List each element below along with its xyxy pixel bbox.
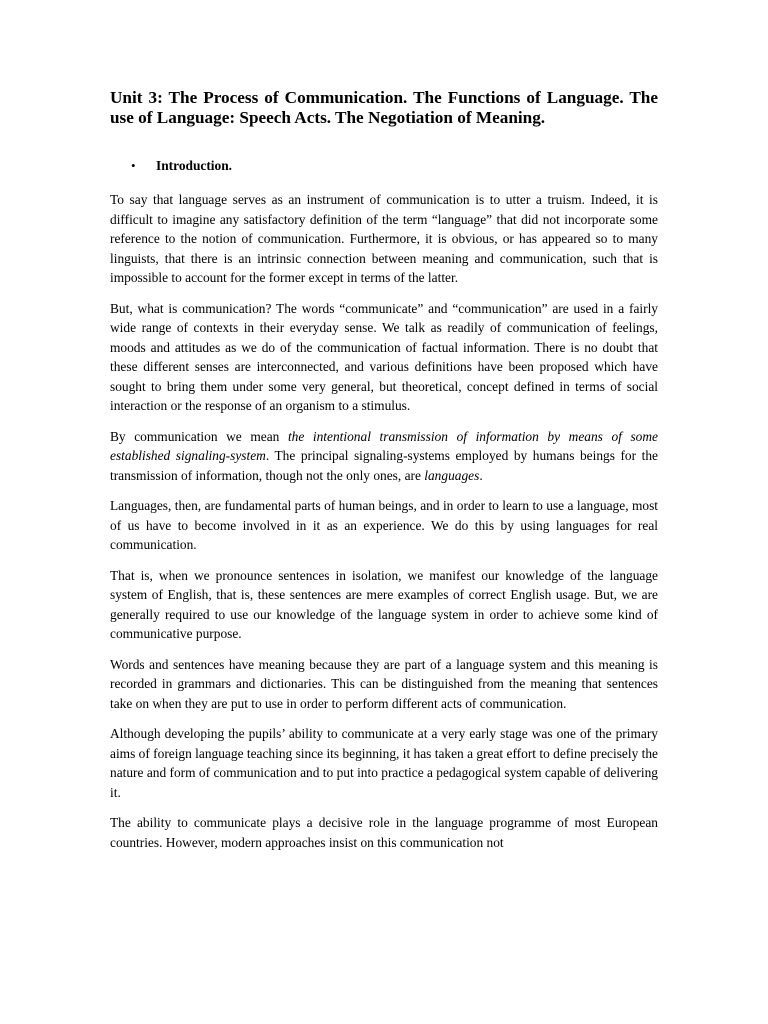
- paragraph-7: Although developing the pupils’ ability to communicate at a very early stage was one of the primary aims of foreign language teaching since its beginning, it has taken a great effort to define precisely the nature and form of communication and to put into practice a pedagogical system capable of delivering it.: [110, 726, 658, 800]
- bullet-icon: •: [131, 158, 136, 173]
- paragraph-3-text-a: By communication we mean: [110, 428, 288, 444]
- paragraph-8: The ability to communicate plays a decisive role in the language programme of most European countries. However, modern approaches insist on this communication not: [110, 815, 658, 850]
- paragraph-3: [110, 427, 658, 486]
- paragraph-1: To say that language serves as an instrument of communication is to utter a truism. Indeed, it is difficult to imagine any satisfactory definition of the term “language” that did not incorporate some reference to the notion of communication. Furthermore, it is obvious, or has appeared so to many linguists, that there is an intrinsic connection between meaning and communication, such that is impossible to account for the former except in terms of the latter.: [110, 192, 658, 285]
- document-title: Unit 3: The Process of Communication. The Functions of Language. The use of Language: Speech Acts. The Negotiation of Meaning.: [110, 88, 658, 127]
- paragraph-3-text-c: . The principal signaling-systems employed by humans beings for the transmission of information, though not the only ones, are: [110, 448, 658, 483]
- section-heading: Introduction.: [156, 158, 233, 173]
- paragraph-3-text-e: .: [479, 467, 483, 483]
- paragraph-3-emphasis-languages: languages: [424, 467, 480, 483]
- paragraph-4: Languages, then, are fundamental parts of human beings, and in order to learn to use a language, most of us have to become involved in it as an experience. We do this by using languages for real communication.: [110, 498, 658, 552]
- paragraph-2: But, what is communication? The words “communicate” and “communication” are used in a fairly wide range of contexts in their everyday sense. We talk as readily of communication of feelings, moods and attitudes as we do of the communication of factual information. There is no doubt that these different senses are interconnected, and various definitions have been proposed which have sought to bring them under some very general, but theoretical, concept defined in terms of social interaction or the response of an organism to a stimulus.: [110, 300, 658, 413]
- paragraph-5: That is, when we pronounce sentences in isolation, we manifest our knowledge of the language system of English, that is, these sentences are mere examples of correct English usage. But, we are generally required to use our knowledge of the language system in order to achieve some kind of communicative purpose.: [110, 567, 658, 641]
- paragraph-6: Words and sentences have meaning because they are part of a language system and this meaning is recorded in grammars and dictionaries. This can be distinguished from the meaning that sentences take on when they are put to use in order to perform different acts of communication.: [110, 656, 658, 711]
- section-heading-line: [110, 157, 658, 175]
- paragraph-3-emphasis-definition: the intentional transmission of information by means of some established signaling-system: [110, 428, 658, 463]
- document-page: [110, 88, 658, 852]
